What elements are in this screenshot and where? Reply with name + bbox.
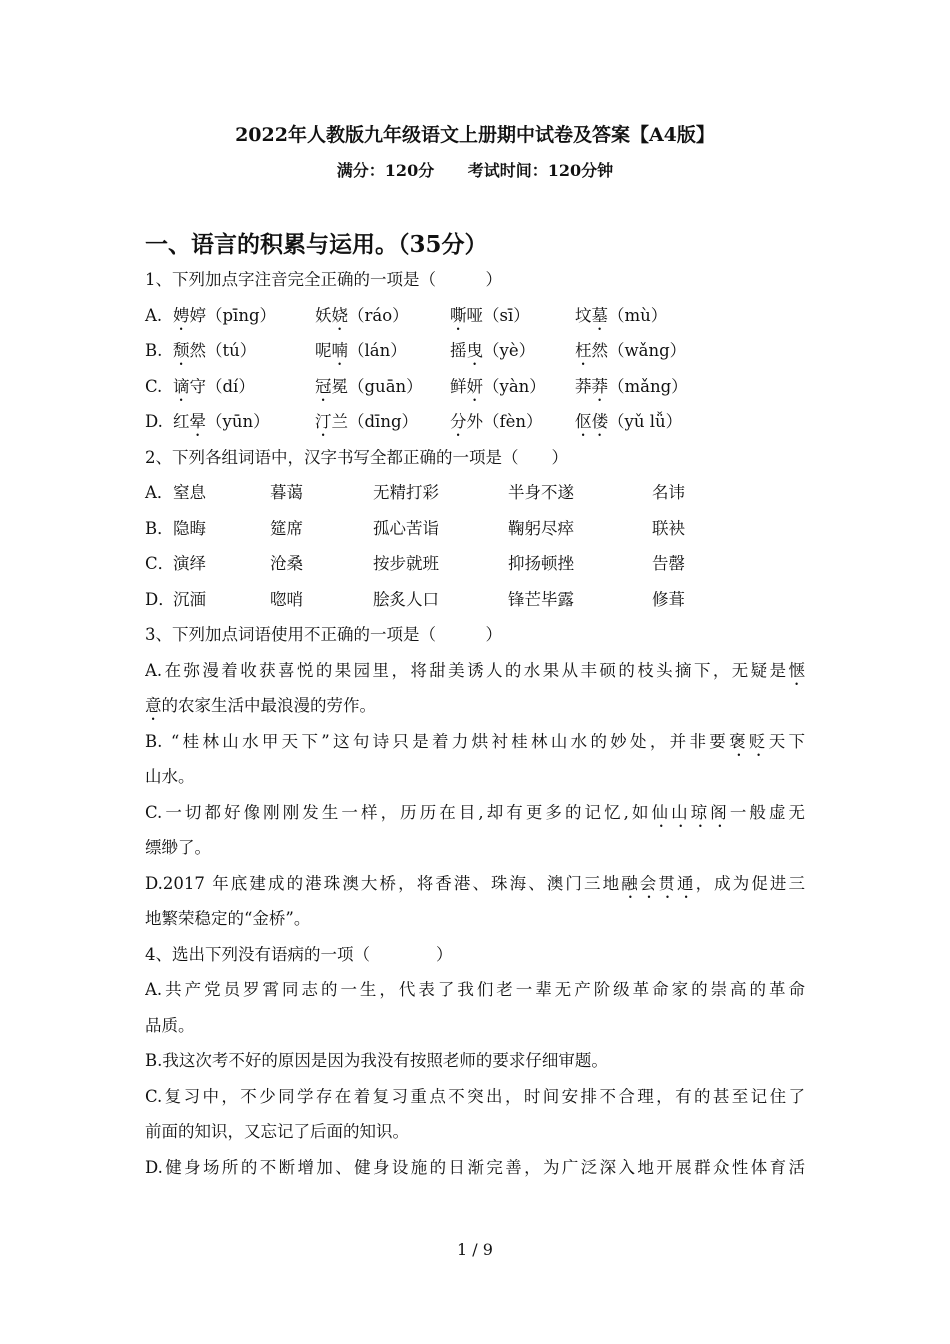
option-item [173, 404, 270, 440]
text-segment: （ráo） [348, 305, 409, 325]
emphasized-text: 伛偻 [575, 412, 608, 431]
emphasized-text: 谪 [173, 376, 190, 396]
option-label: B. [145, 341, 163, 360]
emphasized-text: 莽 [591, 376, 608, 396]
emphasized-text: 嘶 [450, 305, 467, 325]
emphasized-text: 分 [450, 412, 467, 431]
option-text-line [145, 653, 805, 689]
option-text-line [145, 759, 805, 795]
option-word: 沉湎 [173, 589, 206, 609]
text-segment: 莽 [575, 376, 592, 396]
question-1-stem: 1、下列加点字注音完全正确的一项是（ ） [145, 270, 502, 289]
emphasized-text: 惬 [788, 660, 805, 680]
option-word: 半身不遂 [508, 483, 574, 502]
emphasized-text: 褒贬 [729, 731, 769, 751]
option-word: 筵席 [270, 518, 303, 538]
text-segment: 守（dí） [189, 376, 255, 396]
full-score: 满分：120分 [336, 161, 435, 180]
option-text-line: B.我这次考不好的原因是因为我没有按照老师的要求仔细审题。 [145, 1051, 608, 1070]
option-item [173, 369, 255, 405]
emphasized-text: 娆 [331, 305, 348, 325]
exam-info [0, 158, 950, 181]
text-segment: 摇 [450, 341, 467, 360]
option-item [173, 298, 276, 334]
option-word: 告罄 [652, 554, 685, 573]
option-word: 隐晦 [173, 518, 206, 538]
option-item [575, 369, 688, 405]
text-segment: （yǔ lǚ） [608, 412, 683, 431]
emphasized-text: 娉 [173, 305, 190, 325]
option-word: 脍炙人口 [373, 589, 439, 609]
option-label: A． [145, 483, 174, 502]
exam-time: 考试时间：120分钟 [467, 161, 614, 180]
text-segment: D.2017 年底建成的港珠澳大桥，将香港、珠海、澳门三地 [145, 873, 622, 893]
text-segment: 一般虚无 [729, 802, 805, 822]
text-segment: 呢 [315, 341, 332, 360]
question-body [145, 262, 805, 1185]
text-segment: 红 [173, 412, 190, 431]
option-item [450, 298, 530, 334]
option-row [145, 298, 805, 334]
option-row [145, 404, 805, 440]
option-word: 名讳 [652, 483, 685, 502]
option-row [145, 546, 805, 582]
option-label: A. [145, 305, 163, 325]
option-item [315, 369, 423, 405]
document-title: 2022年人教版九年级语文上册期中试卷及答案【A4版】 [235, 124, 715, 146]
text-segment: 然（wǎng） [591, 341, 687, 360]
option-word: 窒息 [173, 483, 206, 502]
option-text-line [145, 688, 805, 724]
option-item [315, 404, 418, 440]
question-4-stem: 4、选出下列没有语病的一项（ ） [145, 944, 453, 964]
question-3-stem: 3、下列加点词语使用不正确的一项是（ ） [145, 625, 502, 644]
option-word: 锋芒毕露 [508, 589, 574, 609]
option-item [450, 333, 535, 369]
emphasized-text: 枉 [575, 341, 592, 360]
text-segment: 妖 [315, 305, 332, 325]
text-segment: （mǎng） [608, 376, 688, 396]
option-text-line [145, 724, 805, 760]
option-row [145, 582, 805, 618]
question-2-stem: 2、下列各组词语中，汉字书写全都正确的一项是（ ） [145, 447, 568, 467]
text-segment: 缥缈了。 [145, 838, 211, 857]
section-heading: 一、语言的积累与运用。（35分） [145, 231, 488, 258]
text-segment: 冕（guān） [331, 376, 423, 396]
text-segment: ，成为促进三 [695, 873, 805, 893]
option-row [145, 369, 805, 405]
text-segment: 山水。 [145, 767, 195, 786]
option-item [575, 333, 686, 369]
text-segment: 兰（dīng） [331, 412, 419, 431]
option-word: 联袂 [652, 518, 685, 538]
option-word: 鞠躬尽瘁 [508, 518, 574, 538]
option-text-line [145, 830, 805, 866]
option-text-line: C.复习中，不少同学存在着复习重点不突出，时间安排不合理，有的甚至记住了 [145, 1086, 805, 1106]
emphasized-text: 妍 [466, 376, 483, 396]
option-text-line [145, 795, 805, 831]
text-segment: 天下 [768, 731, 805, 751]
text-segment: 然（tú） [189, 341, 257, 360]
option-word: 按步就班 [373, 554, 439, 573]
text-segment: 坟 [575, 305, 592, 325]
option-word: 沧桑 [270, 554, 303, 573]
emphasized-text: 曳 [466, 341, 483, 360]
option-label: C. [145, 376, 163, 396]
text-segment: （yè） [483, 341, 536, 360]
option-word: 修葺 [652, 589, 685, 609]
text-segment: （lán） [348, 341, 407, 360]
emphasized-text: 汀 [315, 412, 332, 431]
text-segment: 的农家生活中最浪漫的劳作。 [161, 696, 376, 715]
text-segment: （mù） [608, 305, 668, 325]
emphasized-text: 仙山琼阁 [651, 802, 730, 822]
option-item [450, 404, 543, 440]
text-segment: 婷（pīng） [189, 305, 277, 325]
emphasized-text: 冠 [315, 376, 332, 396]
option-item [575, 404, 682, 440]
text-segment: （yàn） [483, 376, 546, 396]
emphasized-text: 融会贯通 [621, 873, 696, 893]
option-text-line: A.共产党员罗霄同志的一生，代表了我们老一辈无产阶级革命家的崇高的革命 [145, 980, 805, 999]
text-segment: B. “桂林山水甲天下”这句诗只是着力烘衬桂林山水的妙处，并非要 [145, 731, 730, 751]
option-label: C． [145, 554, 175, 573]
emphasized-text: 意 [145, 696, 162, 715]
option-word: 唿哨 [270, 589, 303, 609]
page-number: 1 / 9 [457, 1240, 493, 1259]
option-word: 无精打彩 [373, 483, 439, 502]
option-item [173, 333, 256, 369]
text-segment: 哑（sī） [466, 305, 530, 325]
text-segment: （yūn） [206, 412, 270, 431]
emphasized-text: 晕 [189, 412, 206, 431]
option-item [575, 298, 667, 334]
option-word: 抑扬顿挫 [508, 554, 574, 573]
emphasized-text: 喃 [331, 341, 348, 360]
emphasized-text: 颓 [173, 341, 190, 360]
option-word: 孤心苦诣 [373, 518, 439, 538]
option-row [145, 475, 805, 511]
option-text-line [145, 901, 805, 937]
option-row [145, 333, 805, 369]
option-text-line: D.健身场所的不断增加、健身设施的日渐完善，为广泛深入地开展群众性体育活 [145, 1157, 805, 1177]
option-label: B． [145, 518, 174, 538]
option-label: D. [145, 412, 163, 431]
option-item [315, 333, 407, 369]
option-word: 演绎 [173, 554, 206, 573]
text-segment: C.一切都好像刚刚发生一样，历历在目,却有更多的记忆,如 [145, 802, 652, 822]
text-segment: 鲜 [450, 376, 467, 396]
text-segment: 地繁荣稳定的“金桥”。 [145, 909, 311, 928]
option-text-line: 前面的知识，又忘记了后面的知识。 [145, 1122, 409, 1141]
text-segment: A.在弥漫着收获喜悦的果园里，将甜美诱人的水果从丰硕的枝头摘下，无疑是 [145, 660, 789, 680]
text-segment: 外（fèn） [466, 412, 543, 431]
option-word: 暮蔼 [270, 483, 303, 502]
option-row [145, 511, 805, 547]
emphasized-text: 墓 [591, 305, 608, 325]
option-text-line [145, 866, 805, 902]
option-item [315, 298, 409, 334]
option-text-line: 品质。 [145, 1015, 195, 1035]
option-item [450, 369, 546, 405]
option-label: D． [145, 589, 175, 609]
